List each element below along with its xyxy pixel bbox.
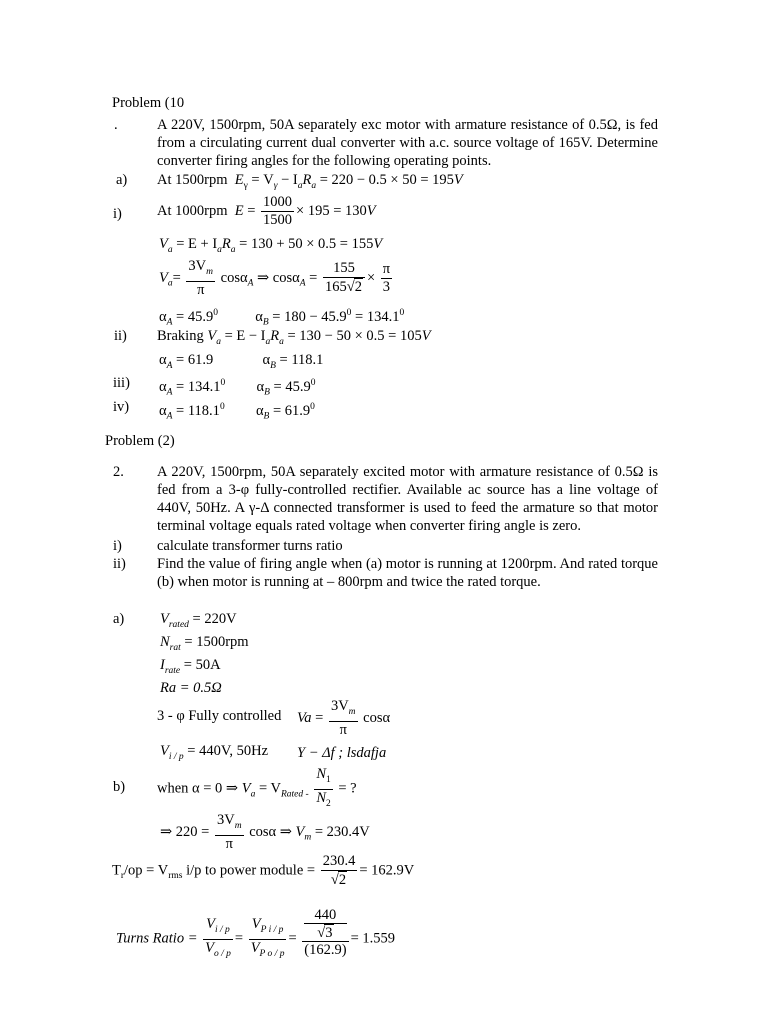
p2-ra: Ra = 0.5Ω (160, 680, 222, 696)
p10-va-cos-line: $V_a=$ $\frac{3V_m}{\pi}$ cosα$_A$ ⇒ cosα$_A$ = $\frac{155}{165√2}$ × $\frac{\pi}{3}$ (159, 258, 391, 298)
p10-ii-label: ii) (114, 328, 127, 344)
problem-10-statement: A 220V, 1500rpm, 50A separately exc motor with armature resistance of 0.5Ω, is fed from a circulating current dual converter with a.c. source voltage of 165V. Determine converter firing angles for the following operating points. (157, 117, 658, 169)
p2-turns-ratio: Turns Ratio = $\frac{V_{i / p}}{V_{o / p}}$ = $\frac{V_{P i / p}}{V_{P o / p}}$ = 440 √3 (162.9) = 1.559 (116, 907, 395, 959)
p2-vm-equation: ⇒ 220 = $\frac{3V_m}{\pi}$ cosα ⇒ $V_m = 230.4V$ (160, 812, 370, 852)
p10-ii-equation: Braking $V_a = E - I_aR_a = 130 - 50 \times 0.5 = 105V$ (157, 328, 431, 347)
turns-ratio-label: Turns Ratio = (116, 930, 198, 947)
p10-iv-angles: $\alpha_A = 118.1^0$ $\alpha_B = 61.9^0$ (159, 402, 315, 422)
p10-i-label: i) (113, 206, 122, 222)
problem-2-title: Problem (2) (105, 433, 175, 449)
p10-va-line: $V_a = E + I_aR_a = 130 + 50 \times 0.5 = 155V$ (159, 236, 383, 255)
p10-i-equation: At 1000rpm E = $\frac{1000}{1500}$ × 195 = 130V (157, 194, 376, 228)
p10-ii-angles: $\alpha_A = 61.9$ $\alpha_B = 118.1$ (159, 352, 324, 371)
p2-fully-controlled: 3 - φ Fully controlled (157, 708, 282, 724)
problem-10-title: Problem (10 (112, 95, 185, 111)
problem-2-number: 2. (113, 464, 124, 480)
p2-b-label: b) (113, 779, 126, 795)
p10-i-text: At 1000rpm (157, 202, 228, 219)
p10-i-fraction: $\frac{1000}{1500}$ (263, 194, 293, 228)
p2-vip: $V_{i / p} = 440V$, 50Hz (160, 743, 269, 762)
p2-b-equation: when α = 0 ⇒ $V_a = V_{Rated -}$ $\frac{N_1}{N_2}$ = ? (157, 766, 357, 809)
p2-i-label: i) (113, 538, 122, 554)
p10-iii-label: iii) (113, 375, 130, 391)
p2-ii-text: Find the value of firing angle when (a) motor is running at 1200rpm. And rated torque (b) when motor is running at – 800rpm and twice the rated torque. (157, 556, 658, 590)
problem-2-statement: A 220V, 1500rpm, 50A separately excited motor with armature resistance of 0.5Ω is fed from a 3-φ fully-controlled rectifier. Available ac source has a line voltage of 440V, 50Hz. A γ-Δ connected transformer is used to feed the armature so that motor terminal voltage equals rated voltage when converter firing angle is zero. (157, 464, 658, 534)
p10-a-eq: = V (251, 172, 274, 188)
p10-a-equation: At 1500rpm $E_\gamma = V_\gamma - I_aR_a = 220 - 0.5 \times 50 = 195V$ (157, 172, 463, 191)
p2-ii-label: ii) (113, 556, 126, 572)
p10-a-text: At 1500rpm (157, 172, 228, 188)
p2-nrat: $N_{rat} = 1500rpm$ (160, 634, 249, 653)
p2-vrated: $V_{rated} = 220V$ (160, 611, 237, 630)
p10-a-eq3: = 220 − 0.5 × 50 = 195 (319, 172, 454, 188)
p10-a-eq2: − I (281, 172, 298, 188)
p2-a-label: a) (113, 611, 125, 627)
p10-a-label: a) (116, 172, 128, 188)
p2-irate: $I_{rate} = 50A$ (160, 657, 221, 676)
p2-tr-equation: $T_r/op = V_{rms}$ i/p to power module = $\frac{230.4}{√2}$ = 162.9V (112, 853, 415, 888)
p10-iv-label: iv) (113, 399, 130, 415)
problem-10-bullet: . (114, 117, 118, 133)
p10-angle-line: $\alpha_A = 45.9^0$ $\alpha_B = 180 - 45.9^0 = 134.1^0$ (159, 308, 405, 328)
p2-i-text: calculate transformer turns ratio (157, 538, 343, 554)
p2-ydelta: Y − Δf ; lsdafja (297, 745, 387, 761)
p2-va-formula: Va = $\frac{3V_m}{\pi}$ cosα (297, 698, 391, 738)
p10-iii-angles: $\alpha_A = 134.1^0$ $\alpha_B = 45.9^0$ (159, 378, 316, 398)
p10-i-rest: × 195 = 130 (296, 202, 367, 219)
